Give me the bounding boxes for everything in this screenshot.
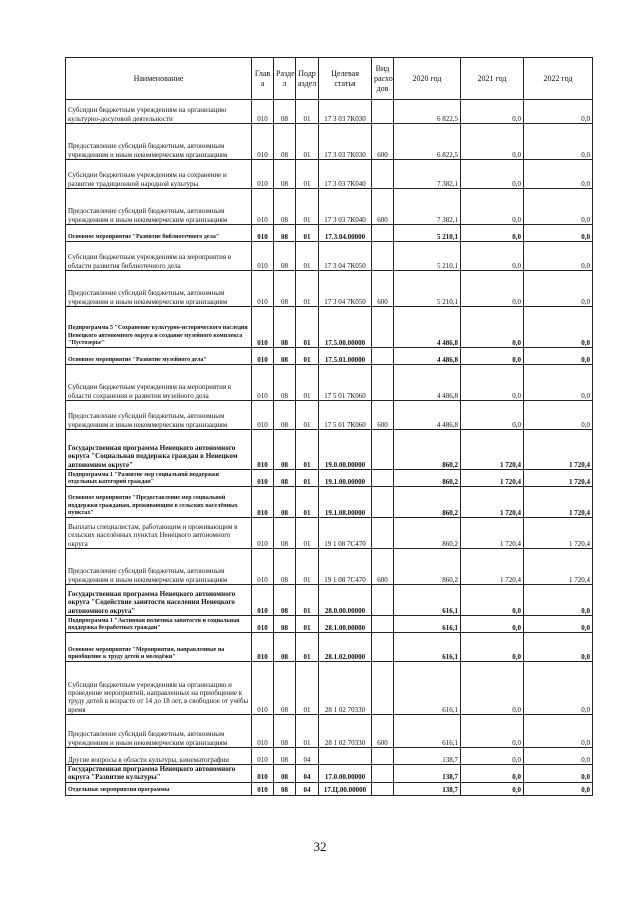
- cell-name: Субсидии бюджетным учреждениям на сохранение и развитие традиционной народной культуры: [66, 160, 252, 189]
- cell-vid: [372, 470, 394, 487]
- header-podrazdel: Подр аздел: [296, 58, 319, 100]
- cell-celevaya: 28.1.00.00000: [319, 616, 372, 633]
- table-row: [66, 470, 593, 487]
- cell-podrazdel: 01: [296, 225, 319, 242]
- table-row: [66, 487, 593, 518]
- cell-name: Подпрограмма 1 "Развитие мер социальной поддержки отдельных категорий граждан": [66, 470, 252, 487]
- cell-vid: [372, 430, 394, 470]
- cell-name: Основное мероприятие "Мероприятия, направленные на приобщение к труду детей и молодёжи": [66, 633, 252, 662]
- cell-name: Предоставление субсидий бюджетным, автономным учреждениям и иным некоммерческим организациям: [66, 401, 252, 430]
- cell-2020: 6 822,5: [394, 100, 461, 124]
- cell-razdel: 08: [274, 225, 296, 242]
- cell-2022: 0,0: [524, 633, 593, 662]
- cell-podrazdel: 01: [296, 401, 319, 430]
- cell-celevaya: 17 3 03 7К030: [319, 124, 372, 160]
- header-name: Наименование: [66, 58, 252, 100]
- cell-razdel: 08: [274, 242, 296, 271]
- cell-name: Субсидии бюджетным учреждениям на организацию культурно-досуговой деятельности: [66, 100, 252, 124]
- table-row: [66, 748, 593, 765]
- cell-glava: 010: [252, 160, 274, 189]
- cell-vid: [372, 662, 394, 715]
- cell-vid: [372, 748, 394, 765]
- cell-vid: [372, 487, 394, 518]
- cell-razdel: 08: [274, 662, 296, 715]
- cell-razdel: 08: [274, 616, 296, 633]
- cell-2020: 4 486,8: [394, 365, 461, 401]
- cell-2021: 0,0: [461, 307, 524, 348]
- cell-2021: 0,0: [461, 585, 524, 616]
- cell-razdel: 08: [274, 365, 296, 401]
- cell-podrazdel: 01: [296, 585, 319, 616]
- table-row: [66, 549, 593, 585]
- cell-celevaya: 19.1.08.00000: [319, 487, 372, 518]
- cell-celevaya: 28.0.00.00000: [319, 585, 372, 616]
- cell-name: Предоставление субсидий бюджетным, автономным учреждениям и иным некоммерческим организациям: [66, 549, 252, 585]
- header-2022: 2022 год: [524, 58, 593, 100]
- cell-2022: 0,0: [524, 348, 593, 365]
- cell-razdel: 08: [274, 585, 296, 616]
- cell-razdel: 08: [274, 348, 296, 365]
- cell-podrazdel: 01: [296, 242, 319, 271]
- table-row: [66, 100, 593, 124]
- cell-celevaya: 28 1 02 70330: [319, 715, 372, 748]
- cell-vid: [372, 242, 394, 271]
- cell-celevaya: 19.0.00.00000: [319, 430, 372, 470]
- cell-vid: [372, 160, 394, 189]
- cell-vid: [372, 307, 394, 348]
- cell-celevaya: 17.3.04.00000: [319, 225, 372, 242]
- cell-razdel: 08: [274, 100, 296, 124]
- cell-razdel: 08: [274, 189, 296, 225]
- cell-podrazdel: 01: [296, 348, 319, 365]
- cell-razdel: 08: [274, 518, 296, 549]
- cell-2022: 0,0: [524, 271, 593, 307]
- cell-podrazdel: 01: [296, 100, 319, 124]
- header-2020: 2020 год: [394, 58, 461, 100]
- cell-razdel: 08: [274, 430, 296, 470]
- cell-2020: 4 486,8: [394, 348, 461, 365]
- cell-2021: 0,0: [461, 348, 524, 365]
- cell-vid: [372, 348, 394, 365]
- cell-vid: [372, 633, 394, 662]
- cell-podrazdel: 04: [296, 765, 319, 783]
- cell-celevaya: 17.5.00.00000: [319, 307, 372, 348]
- cell-celevaya: [319, 748, 372, 765]
- cell-2022: 1 720,4: [524, 518, 593, 549]
- cell-name: Основное мероприятие "Развитие музейного дела": [66, 348, 252, 365]
- cell-2021: 0,0: [461, 124, 524, 160]
- cell-razdel: 08: [274, 765, 296, 783]
- cell-celevaya: 19.1.00.00000: [319, 470, 372, 487]
- cell-2020: 616,1: [394, 662, 461, 715]
- cell-podrazdel: 01: [296, 189, 319, 225]
- cell-name: Субсидии бюджетным учреждениям на организацию и проведение мероприятий, направленных на приобщение к труду детей в возрасте от 14 до 18 лет, в свободное от учёбы время: [66, 662, 252, 715]
- cell-celevaya: 17.5.01.00000: [319, 348, 372, 365]
- table-row: [66, 518, 593, 549]
- cell-glava: 010: [252, 487, 274, 518]
- cell-2020: 860,2: [394, 549, 461, 585]
- cell-glava: 010: [252, 365, 274, 401]
- table-row: [66, 348, 593, 365]
- cell-vid: 600: [372, 124, 394, 160]
- cell-podrazdel: 01: [296, 307, 319, 348]
- cell-2021: 1 720,4: [461, 518, 524, 549]
- cell-celevaya: 17.0.00.00000: [319, 765, 372, 783]
- cell-2020: 5 210,1: [394, 225, 461, 242]
- table-row: [66, 430, 593, 470]
- cell-2020: 616,1: [394, 715, 461, 748]
- cell-glava: 010: [252, 782, 274, 795]
- cell-2021: 0,0: [461, 662, 524, 715]
- cell-razdel: 08: [274, 487, 296, 518]
- table-row: [66, 271, 593, 307]
- cell-2021: 0,0: [461, 160, 524, 189]
- cell-2020: 5 210,1: [394, 242, 461, 271]
- cell-celevaya: 28.1.02.00000: [319, 633, 372, 662]
- cell-2022: 0,0: [524, 225, 593, 242]
- cell-2021: 0,0: [461, 271, 524, 307]
- cell-2020: 138,7: [394, 765, 461, 783]
- cell-2021: 0,0: [461, 765, 524, 783]
- cell-glava: 010: [252, 430, 274, 470]
- cell-name: Основное мероприятие "Предоставление мер социальной поддержки гражданам, проживающим в сельских населённых пунктах": [66, 487, 252, 518]
- header-2021: 2021 год: [461, 58, 524, 100]
- cell-2020: 860,2: [394, 518, 461, 549]
- budget-table: [65, 57, 593, 796]
- cell-razdel: 08: [274, 633, 296, 662]
- cell-vid: 600: [372, 549, 394, 585]
- cell-glava: 010: [252, 662, 274, 715]
- table-row: [66, 585, 593, 616]
- header-vid: Вид расхо дов: [372, 58, 394, 100]
- cell-podrazdel: 04: [296, 748, 319, 765]
- cell-glava: 010: [252, 225, 274, 242]
- cell-2020: 7 382,1: [394, 160, 461, 189]
- cell-glava: 010: [252, 470, 274, 487]
- cell-2022: 0,0: [524, 585, 593, 616]
- cell-vid: 600: [372, 715, 394, 748]
- cell-razdel: 08: [274, 124, 296, 160]
- cell-vid: [372, 100, 394, 124]
- cell-name: Подпрограмма 5 "Сохранение культурно-исторического наследия Ненецкого автономного округа и создание музейного комплекса "Пустозерье": [66, 307, 252, 348]
- cell-2020: 860,2: [394, 487, 461, 518]
- table-row: [66, 160, 593, 189]
- cell-vid: [372, 225, 394, 242]
- cell-podrazdel: 01: [296, 616, 319, 633]
- table-row: [66, 189, 593, 225]
- cell-name: Государственная программа Ненецкого автономного округа "Содействие занятости населения Ненецкого автономного округа": [66, 585, 252, 616]
- cell-name: Предоставление субсидий бюджетным, автономным учреждениям и иным некоммерческим организациям: [66, 715, 252, 748]
- cell-razdel: 08: [274, 401, 296, 430]
- table-row: [66, 662, 593, 715]
- cell-vid: [372, 782, 394, 795]
- cell-2021: 0,0: [461, 401, 524, 430]
- cell-name: Субсидии бюджетным учреждениям на мероприятия в области сохранения и развития музейного дела: [66, 365, 252, 401]
- cell-name: Подпрограмма 1 "Активная политика занятости и социальная поддержка безработных граждан": [66, 616, 252, 633]
- cell-podrazdel: 01: [296, 470, 319, 487]
- cell-celevaya: 17 3 03 7К040: [319, 160, 372, 189]
- cell-2022: 1 720,4: [524, 470, 593, 487]
- cell-name: Другие вопросы в области культуры, кинематографии: [66, 748, 252, 765]
- cell-vid: [372, 765, 394, 783]
- cell-2022: 0,0: [524, 124, 593, 160]
- cell-name: Государственная программа Ненецкого автономного округа "Развитие культуры": [66, 765, 252, 783]
- cell-2021: 0,0: [461, 633, 524, 662]
- cell-glava: 010: [252, 518, 274, 549]
- cell-2022: 0,0: [524, 307, 593, 348]
- cell-2022: 0,0: [524, 662, 593, 715]
- cell-glava: 010: [252, 189, 274, 225]
- table-row: [66, 401, 593, 430]
- cell-glava: 010: [252, 242, 274, 271]
- cell-2022: 0,0: [524, 715, 593, 748]
- cell-2020: 4 486,8: [394, 401, 461, 430]
- cell-celevaya: 17.Ц.00.00000: [319, 782, 372, 795]
- cell-2022: 0,0: [524, 189, 593, 225]
- cell-name: Отдельные мероприятия программы: [66, 782, 252, 795]
- cell-2020: 860,2: [394, 470, 461, 487]
- table-row: [66, 225, 593, 242]
- cell-celevaya: 28 1 02 70330: [319, 662, 372, 715]
- cell-podrazdel: 01: [296, 487, 319, 518]
- table-row: [66, 715, 593, 748]
- cell-razdel: 08: [274, 782, 296, 795]
- cell-2021: 0,0: [461, 189, 524, 225]
- cell-podrazdel: 01: [296, 365, 319, 401]
- cell-2021: 0,0: [461, 616, 524, 633]
- cell-podrazdel: 01: [296, 633, 319, 662]
- cell-podrazdel: 01: [296, 662, 319, 715]
- cell-vid: [372, 365, 394, 401]
- cell-podrazdel: 01: [296, 160, 319, 189]
- header-razdel: Разде л: [274, 58, 296, 100]
- cell-glava: 010: [252, 748, 274, 765]
- cell-vid: [372, 518, 394, 549]
- cell-celevaya: 17 3 04 7К050: [319, 271, 372, 307]
- cell-2020: 616,1: [394, 616, 461, 633]
- cell-glava: 010: [252, 549, 274, 585]
- cell-2022: 0,0: [524, 242, 593, 271]
- cell-2022: 0,0: [524, 765, 593, 783]
- table-row: [66, 633, 593, 662]
- cell-name: Предоставление субсидий бюджетным, автономным учреждениям и иным некоммерческим организациям: [66, 189, 252, 225]
- cell-celevaya: 17 5 01 7К060: [319, 401, 372, 430]
- cell-2022: 0,0: [524, 100, 593, 124]
- cell-2021: 1 720,4: [461, 430, 524, 470]
- cell-glava: 010: [252, 100, 274, 124]
- cell-2021: 0,0: [461, 100, 524, 124]
- cell-2020: 616,1: [394, 585, 461, 616]
- table-row: [66, 242, 593, 271]
- table-header-row: [66, 58, 593, 100]
- cell-razdel: 08: [274, 715, 296, 748]
- cell-2020: 7 382,1: [394, 189, 461, 225]
- cell-glava: 010: [252, 307, 274, 348]
- cell-2022: 1 720,4: [524, 430, 593, 470]
- cell-glava: 010: [252, 715, 274, 748]
- cell-2021: 1 720,4: [461, 470, 524, 487]
- cell-celevaya: 17 3 03 7К030: [319, 100, 372, 124]
- cell-celevaya: 19 1 08 7С470: [319, 518, 372, 549]
- cell-glava: 010: [252, 348, 274, 365]
- cell-glava: 010: [252, 633, 274, 662]
- cell-2022: 0,0: [524, 748, 593, 765]
- cell-2022: 0,0: [524, 401, 593, 430]
- table-row: [66, 365, 593, 401]
- cell-2022: 1 720,4: [524, 549, 593, 585]
- cell-glava: 010: [252, 271, 274, 307]
- cell-2022: 0,0: [524, 782, 593, 795]
- cell-podrazdel: 01: [296, 430, 319, 470]
- cell-2021: 1 720,4: [461, 549, 524, 585]
- cell-glava: 010: [252, 124, 274, 160]
- cell-celevaya: 19 1 08 7С470: [319, 549, 372, 585]
- table-row: [66, 765, 593, 783]
- cell-2021: 0,0: [461, 365, 524, 401]
- cell-razdel: 08: [274, 307, 296, 348]
- cell-celevaya: 17 3 04 7К050: [319, 242, 372, 271]
- header-glava: Глав а: [252, 58, 274, 100]
- cell-podrazdel: 01: [296, 518, 319, 549]
- cell-vid: [372, 585, 394, 616]
- cell-name: Государственная программа Ненецкого автономного округа "Социальная поддержка граждан в Ненецком автономном округе": [66, 430, 252, 470]
- cell-name: Выплаты специалистам, работающим и проживающим в сельских населённых пунктах Ненецкого автономного округа: [66, 518, 252, 549]
- cell-2021: 0,0: [461, 782, 524, 795]
- cell-name: Предоставление субсидий бюджетным, автономным учреждениям и иным некоммерческим организациям: [66, 124, 252, 160]
- cell-2020: 6 822,5: [394, 124, 461, 160]
- table-row: [66, 782, 593, 795]
- cell-name: Предоставление субсидий бюджетным, автономным учреждениям и иным некоммерческим организациям: [66, 271, 252, 307]
- table-row: [66, 124, 593, 160]
- cell-podrazdel: 01: [296, 715, 319, 748]
- cell-razdel: 08: [274, 160, 296, 189]
- cell-2020: 5 210,1: [394, 271, 461, 307]
- cell-2020: 616,1: [394, 633, 461, 662]
- cell-2021: 0,0: [461, 242, 524, 271]
- cell-razdel: 08: [274, 470, 296, 487]
- cell-podrazdel: 01: [296, 271, 319, 307]
- cell-glava: 010: [252, 765, 274, 783]
- cell-2020: 860,2: [394, 430, 461, 470]
- cell-2021: 0,0: [461, 715, 524, 748]
- cell-vid: 600: [372, 189, 394, 225]
- cell-vid: 600: [372, 401, 394, 430]
- cell-podrazdel: 01: [296, 549, 319, 585]
- cell-2020: 138,7: [394, 748, 461, 765]
- header-celevaya: Целевая статья: [319, 58, 372, 100]
- table-row: [66, 616, 593, 633]
- cell-celevaya: 17 5 01 7К060: [319, 365, 372, 401]
- cell-2021: 0,0: [461, 225, 524, 242]
- cell-celevaya: 17 3 03 7К040: [319, 189, 372, 225]
- table-row: [66, 307, 593, 348]
- cell-glava: 010: [252, 616, 274, 633]
- cell-vid: 600: [372, 271, 394, 307]
- cell-2020: 4 486,8: [394, 307, 461, 348]
- cell-2022: 0,0: [524, 365, 593, 401]
- cell-razdel: 08: [274, 549, 296, 585]
- cell-glava: 010: [252, 585, 274, 616]
- cell-razdel: 08: [274, 748, 296, 765]
- cell-2020: 138,7: [394, 782, 461, 795]
- cell-2022: 0,0: [524, 616, 593, 633]
- cell-2021: 1 720,4: [461, 487, 524, 518]
- cell-name: Основное мероприятие "Развитие библиотечного дела": [66, 225, 252, 242]
- cell-name: Субсидии бюджетным учреждениям на мероприятия в области развития библиотечного дела: [66, 242, 252, 271]
- cell-podrazdel: 04: [296, 782, 319, 795]
- cell-2022: 0,0: [524, 160, 593, 189]
- cell-glava: 010: [252, 401, 274, 430]
- cell-podrazdel: 01: [296, 124, 319, 160]
- cell-razdel: 08: [274, 271, 296, 307]
- cell-2022: 1 720,4: [524, 487, 593, 518]
- cell-2021: 0,0: [461, 748, 524, 765]
- cell-vid: [372, 616, 394, 633]
- page-number: 32: [313, 839, 327, 854]
